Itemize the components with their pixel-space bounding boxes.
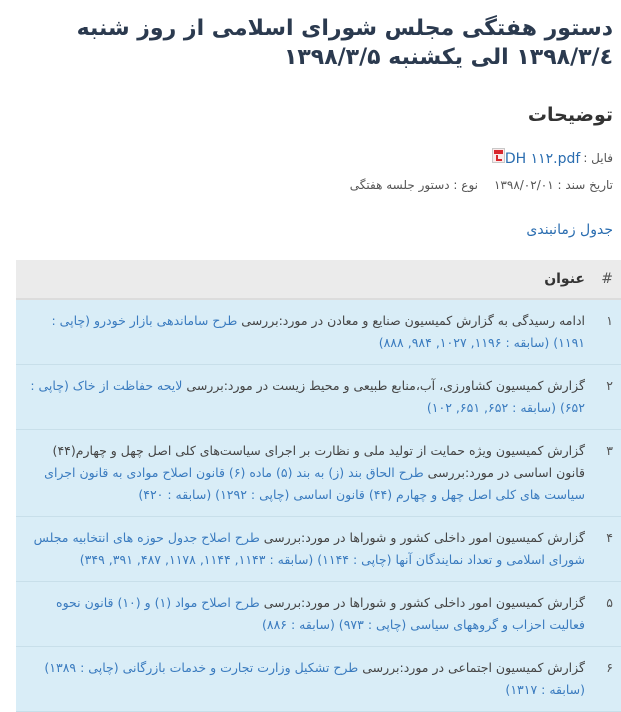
row-number: ۲ (593, 365, 621, 430)
row-description: گزارش کمیسیون امور داخلی کشور و شوراها در مورد:بررسی (259, 595, 585, 610)
plan-link[interactable]: لایحه حفاظت از خاک (چاپی : ۶۵۲) (سابقه : ۶۵۲, ۶۵۱, ۱۰۲) (30, 378, 585, 415)
row-number: ۱ (593, 299, 621, 365)
row-title (16, 430, 593, 517)
document-date (494, 178, 613, 192)
file-line (489, 148, 613, 167)
pdf-file-name: DH ۱۱۲.pdf (504, 151, 581, 167)
plan-link[interactable]: طرح ساماندهی بازار خودرو (چاپی : ۱۱۹۱) (سابقه : ۱۱۹۶, ۱۰۲۷, ۹۸۴, ۸۸۸) (51, 313, 585, 350)
page-title: دستور هفتگی مجلس شورای اسلامی از روز شنبه ۱۳۹۸/۳/٤ الی یکشنبه ۱۳۹۸/۳/۵ (76, 16, 613, 70)
section-title-description: توضیحات (527, 104, 613, 126)
row-title (16, 647, 593, 712)
plan-link[interactable]: طرح تشکیل وزارت تجارت و خدمات بازرگانی (چاپی : ۱۳۸۹) (سابقه : ۱۳۱۷) (44, 660, 585, 697)
pdf-icon (492, 148, 505, 163)
date-value: ۱۳۹۸/۰۲/۰۱ (493, 178, 554, 192)
row-number: ۵ (593, 582, 621, 647)
column-header-title: عنوان (16, 260, 593, 299)
row-number: ۳ (593, 430, 621, 517)
document-meta (350, 178, 613, 192)
pdf-file-link[interactable] (489, 148, 580, 167)
row-description: گزارش کمیسیون اجتماعی در مورد:بررسی (358, 660, 585, 675)
table-row (16, 365, 621, 430)
date-label: تاریخ سند : (557, 178, 613, 192)
schedule-table-link[interactable]: جدول زمانبندی (526, 222, 613, 238)
row-number: ۶ (593, 647, 621, 712)
column-header-number: # (593, 260, 621, 299)
table-header-row (16, 260, 621, 299)
row-title (16, 517, 593, 582)
row-title (16, 582, 593, 647)
table-row (16, 582, 621, 647)
table-row (16, 647, 621, 712)
type-value: دستور جلسه هفتگی (349, 178, 450, 192)
agenda-table (16, 260, 621, 712)
row-description: ادامه رسیدگی به گزارش کمیسیون صنایع و معادن در مورد:بررسی (237, 313, 585, 328)
row-title (16, 299, 593, 365)
plan-link[interactable]: طرح اصلاح مواد (۱) و (۱۰) قانون نحوه فعالیت احزاب و گروههای سیاسی (چاپی : ۹۷۳) (سابقه : ۸۸۶) (56, 595, 585, 632)
table-row (16, 430, 621, 517)
row-title (16, 365, 593, 430)
document-type (350, 178, 478, 192)
type-label: نوع : (453, 178, 478, 192)
row-description: گزارش کمیسیون امور داخلی کشور و شوراها در مورد:بررسی (259, 530, 585, 545)
plan-link[interactable]: طرح الحاق بند (ز) به بند (۵) ماده (۶) قانون اصلاح موادی به قانون اجرای سیاست های کلی اصل چهل و چهارم (۴۴) قانون اساسی (چاپی : ۱۲۹۲) (سابقه : ۴۲۰) (44, 465, 585, 502)
row-description: گزارش کمیسیون ویژه حمایت از تولید ملی و نظارت بر اجرای سیاست‌های کلی اصل چهل و چهارم(۴۴) قانون اساسی در مورد:بررسی (52, 443, 585, 480)
plan-link[interactable]: طرح اصلاح جدول حوزه های انتخابیه مجلس شورای اسلامی و تعداد نمایندگان آنها (چاپی : ۱۱۴۴) (سابقه : ۱۱۴۳, ۱۱۴۴, ۱۱۷۸, ۴۸۷, ۳۹۱, ۳۴۹) (33, 530, 585, 567)
table-row (16, 299, 621, 365)
file-label: فایل : (583, 150, 613, 165)
row-description: گزارش کمیسیون کشاورزی، آب،منابع طبیعی و محیط زیست در مورد:بررسی (182, 378, 585, 393)
row-number: ۴ (593, 517, 621, 582)
table-row (16, 517, 621, 582)
